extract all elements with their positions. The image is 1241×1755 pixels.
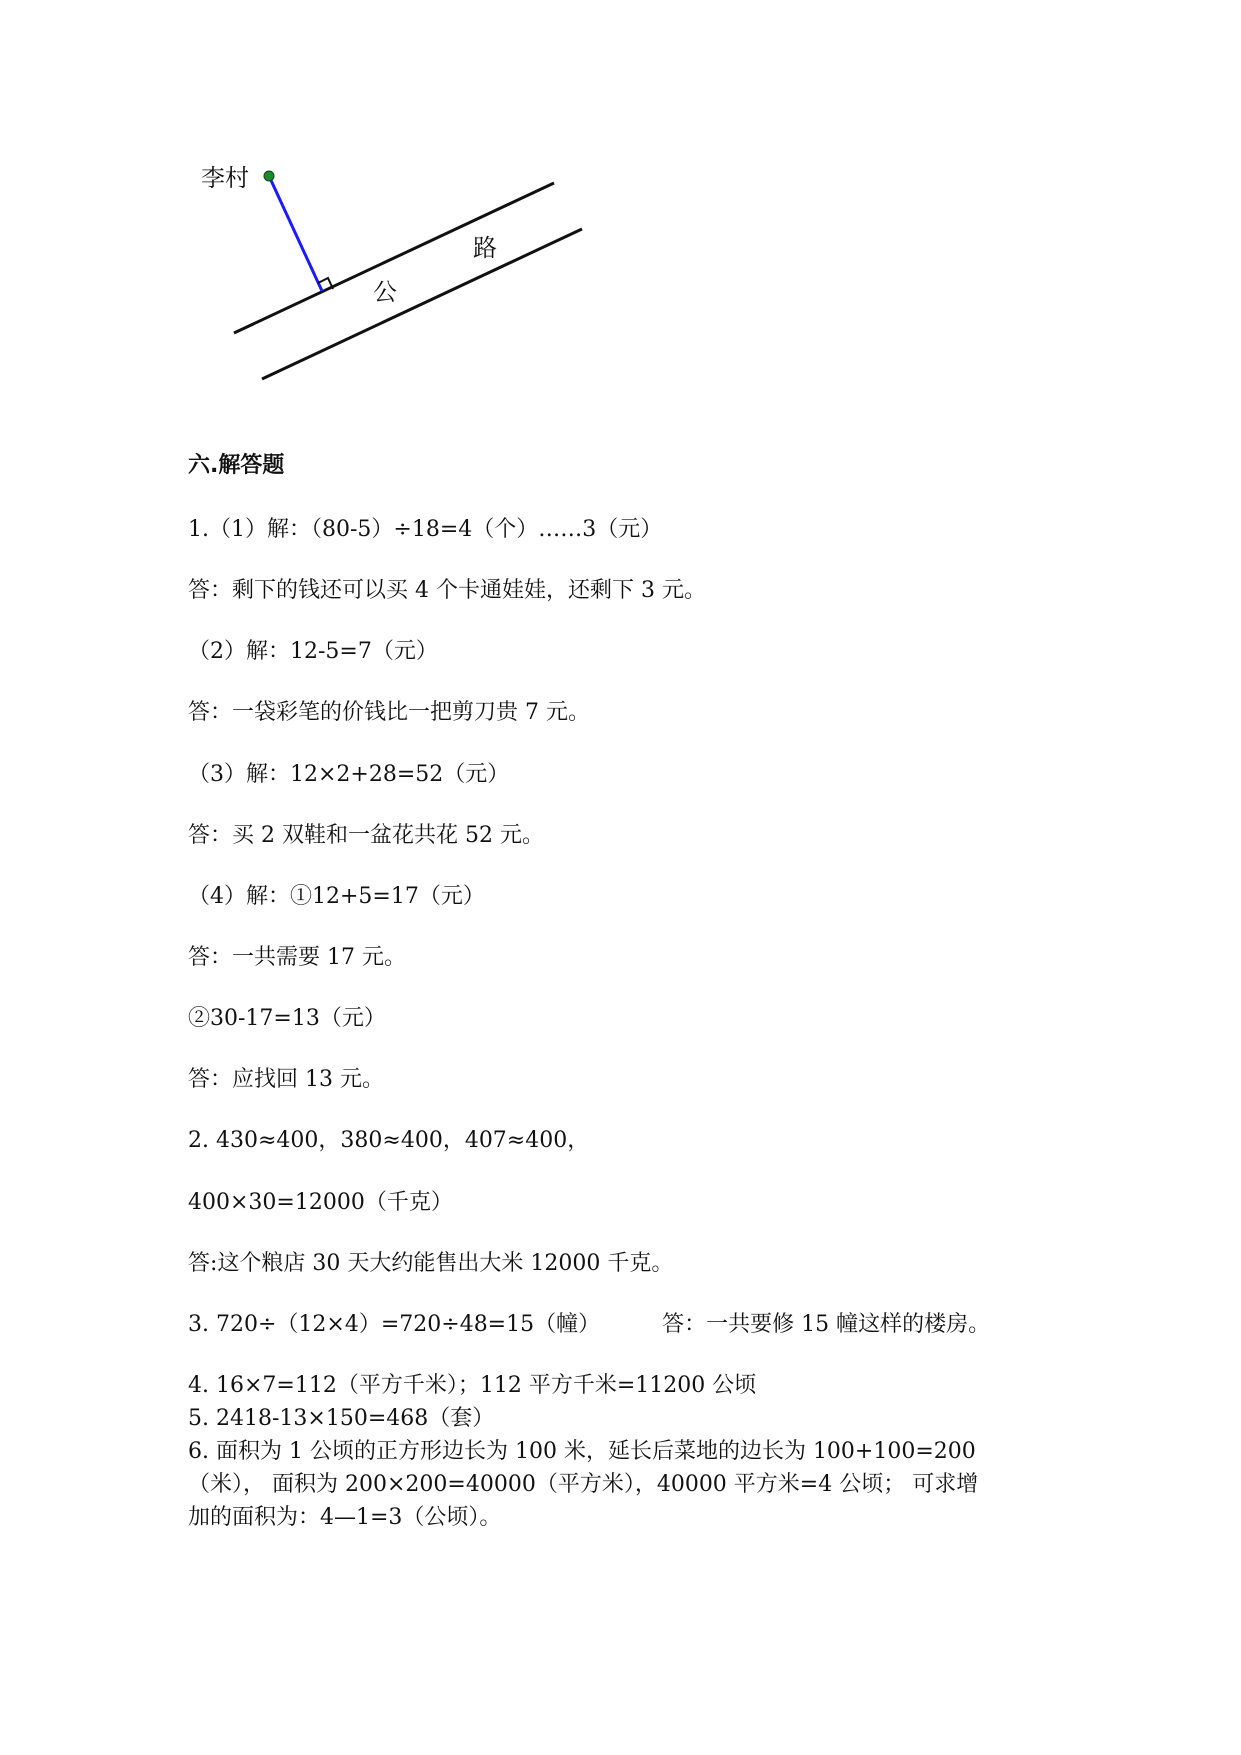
answer-line-4: 答：一袋彩笔的价钱比一把剪刀贵 7 元。: [188, 700, 590, 725]
answer-line-14: [188, 1310, 990, 1340]
answer-line-9: ②30-17=13（元）: [188, 1006, 386, 1031]
answer-line-2: 答：剩下的钱还可以买 4 个卡通娃娃，还剩下 3 元。: [188, 578, 706, 603]
answer-line-1: 1.（1）解：（80-5）÷18=4（个）……3（元）: [188, 517, 663, 542]
answer-line-6: 答：买 2 双鞋和一盆花共花 52 元。: [188, 823, 544, 848]
village-point: [264, 171, 274, 181]
answer-line-19: 加的面积为：4—1=3（公顷）。: [188, 1505, 502, 1530]
answer-line-12: 400×30=12000（千克）: [188, 1190, 453, 1215]
perpendicular-segment: [269, 176, 322, 291]
answer-line-13: 答:这个粮店 30 天大约能售出大米 12000 千克。: [188, 1251, 674, 1276]
section-title: 六.解答题: [188, 453, 285, 478]
answer-line-11: 2. 430≈400，380≈400，407≈400，: [188, 1128, 590, 1153]
answer-line-10: 答：应找回 13 元。: [188, 1067, 384, 1092]
road-label-lu: 路: [473, 234, 497, 262]
answer-line-18: （米）， 面积为 200×200=40000（平方米），40000 平方米=4 公顷； 可求增: [188, 1472, 979, 1497]
road-lower-edge: [262, 229, 582, 379]
road-label-gong: 公: [373, 278, 397, 306]
answer-line-17: 6. 面积为 1 公顷的正方形边长为 100 米，延长后菜地的边长为 100+100=200: [188, 1439, 976, 1464]
answer-line-14-answer: 答：一共要修 15 幢这样的楼房。: [662, 1312, 991, 1337]
road-diagram: [0, 0, 1241, 420]
answer-line-15: 4. 16×7=112（平方千米）；112 平方千米=11200 公顷: [188, 1373, 757, 1398]
answer-line-3: （2）解：12-5=7（元）: [188, 639, 438, 664]
answer-line-14-calc: 3. 720÷（12×4）=720÷48=15（幢）: [188, 1312, 601, 1337]
village-label: 李村: [201, 164, 249, 192]
answer-line-7: （4）解：①12+5=17（元）: [188, 884, 485, 909]
answer-line-5: （3）解：12×2+28=52（元）: [188, 762, 510, 787]
answer-line-16: 5. 2418-13×150=468（套）: [188, 1406, 495, 1431]
answer-line-8: 答：一共需要 17 元。: [188, 945, 406, 970]
